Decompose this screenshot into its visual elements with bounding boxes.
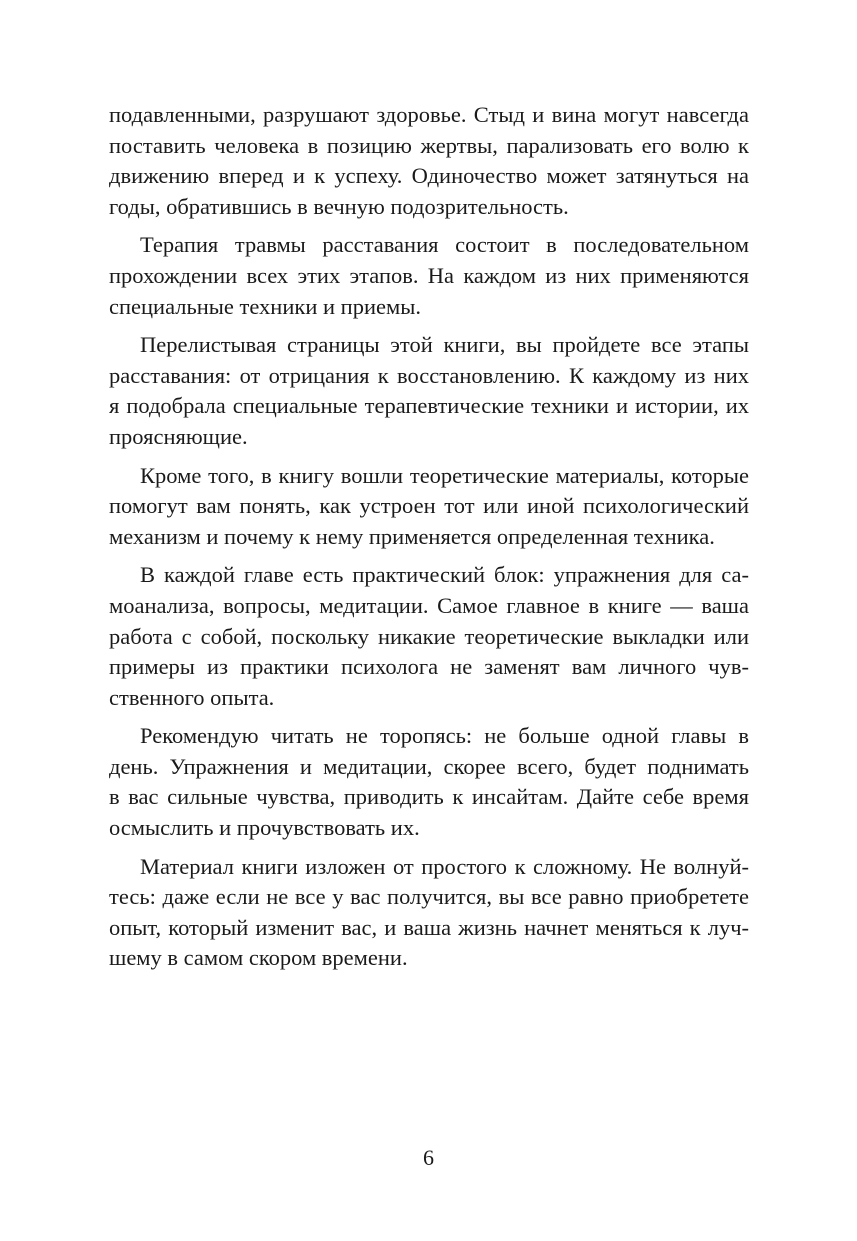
- text-line: расставания: от отрицания к восстановлению. К каждому из них: [109, 362, 749, 388]
- text-line: Кроме того, в книгу вошли теоретические материалы, которые: [140, 462, 749, 488]
- text-line: опыт, который изменит вас, и ваша жизнь начнет меняться к луч-: [109, 914, 749, 940]
- paragraph: [109, 721, 749, 843]
- body-text: [109, 100, 749, 982]
- text-line: движению вперед и к успеху. Одиночество может затянуться на: [109, 163, 749, 189]
- text-line: поставить человека в позицию жертвы, парализовать его волю к: [109, 132, 749, 158]
- text-line: моанализа, вопросы, медитации. Самое главное в книге — ваша: [109, 592, 749, 618]
- paragraph: [109, 330, 749, 452]
- text-line: Рекомендую читать не торопясь: не больше одной главы в: [140, 723, 749, 749]
- text-line: годы, обратившись в вечную подозрительность.: [109, 193, 569, 219]
- text-line: специальные техники и приемы.: [109, 293, 421, 319]
- text-line: работа с собой, поскольку никакие теоретические выкладки или: [109, 623, 749, 649]
- text-line: помогут вам понять, как устроен тот или иной психологический: [109, 493, 749, 519]
- text-line: прохождении всех этих этапов. На каждом из них применяются: [109, 262, 749, 288]
- text-line: ственного опыта.: [109, 684, 275, 710]
- text-line: В каждой главе есть практический блок: упражнения для са-: [140, 562, 749, 588]
- paragraph: [109, 560, 749, 713]
- text-line: в вас сильные чувства, приводить к инсайтам. Дайте себе время: [109, 784, 749, 810]
- text-line: Материал книги изложен от простого к сложному. Не волнуй-: [140, 853, 749, 879]
- text-line: Терапия травмы расставания состоит в последовательном: [140, 232, 749, 258]
- paragraph: [109, 100, 749, 222]
- text-line: тесь: даже если не все у вас получится, вы все равно приобретете: [109, 884, 749, 910]
- text-line: я подобрала специальные терапевтические техники и истории, их: [109, 393, 749, 419]
- text-line: Перелистывая страницы этой книги, вы пройдете все этапы: [140, 332, 749, 358]
- paragraph: [109, 461, 749, 553]
- text-line: механизм и почему к нему применяется определенная техника.: [109, 523, 715, 549]
- text-line: шему в самом скором времени.: [109, 945, 408, 971]
- page-number: 6: [423, 1145, 434, 1170]
- paragraph: [109, 230, 749, 322]
- paragraph: [109, 852, 749, 974]
- text-line: осмыслить и прочувствовать их.: [109, 815, 420, 841]
- text-line: примеры из практики психолога не заменят вам личного чув-: [109, 654, 749, 680]
- text-line: проясняющие.: [109, 423, 248, 449]
- text-line: подавленными, разрушают здоровье. Стыд и вина могут навсегда: [109, 102, 749, 127]
- text-line: день. Упражнения и медитации, скорее всего, будет поднимать: [109, 753, 749, 779]
